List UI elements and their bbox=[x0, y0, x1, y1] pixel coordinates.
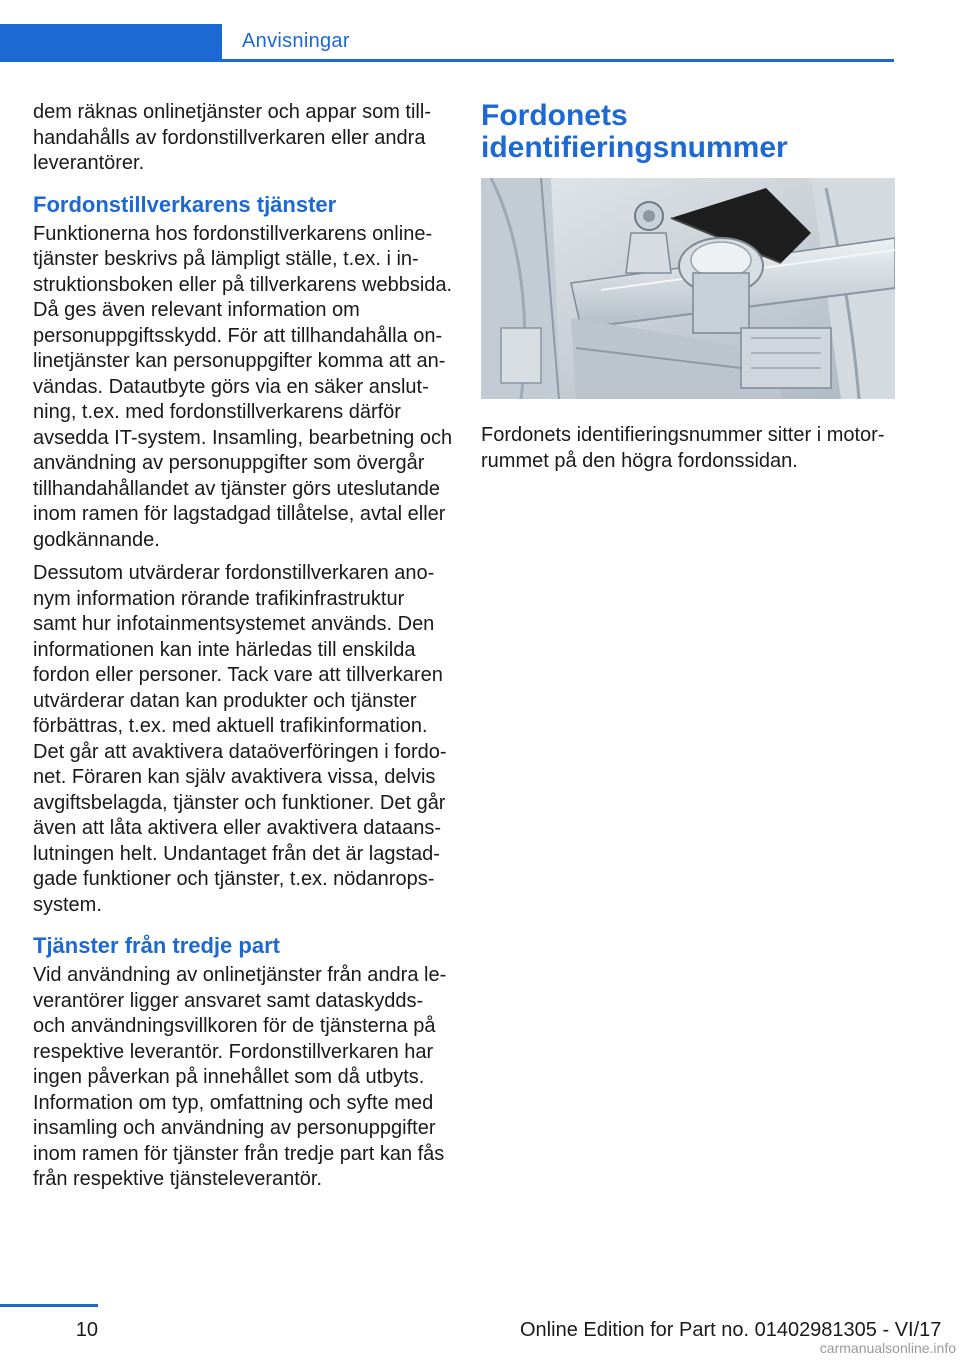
paragraph-vin-location: Fordonets identifieringsnummer sitter i motorrummet på den högra fordonssidan. bbox=[481, 424, 885, 472]
footer-edition: Online Edition for Part no. 01402981305 - VI/17 bbox=[520, 1319, 942, 1341]
intro-paragraph: dem räknas onlinetjänster och appar som tillhandahålls av fordonstillverkaren eller andra leverantörer. bbox=[33, 101, 431, 174]
paragraph-manufacturer-services: Funktionerna hos fordonstillverkarens onlinetjänster beskrivs på lämpligt ställe, t.ex. i instruktionsboken eller på tillverkarens webbsida. Då ges även relevant information om personuppgiftsskydd. För att tillhandahålla onlinetjänster kan personuppgifter komma att användas. Datautbyte görs via en säker anslutning, t.ex. med fordonstillverkarens därför avsedda IT-system. Insamling, bearbetning och användning av personuppgifter som övergår tillhandahållandet av tjänster görs uteslutande inom ramen för lagstadgad tillåtelse, avtal eller godkännande. bbox=[33, 222, 453, 551]
left-column bbox=[33, 100, 453, 1201]
heading-manufacturer-services: Fordonstillverkarens tjänster bbox=[33, 191, 337, 217]
paragraph-anonymous-data: Dessutom utvärderar fordonstillverkaren anonym information rörande trafikinfrastruktur samt hur infotainmentsystemet används. Den informationen kan inte härledas till enskilda fordon eller personer. Tack vare att tillverkaren utvärderar datan kan produkter och tjänster förbättras, t.ex. med aktuell trafikinformation. Det går att avaktivera dataöverföringen i fordonet. Föraren kan själv avaktivera vissa, delvis avgiftsbelagda, tjänster och funktioner. Det går även att låta aktivera eller avaktivera dataanslutningen helt. Undantaget från det är lagstadgade funktioner och tjänster, t.ex. nödanropssystem. bbox=[33, 562, 447, 916]
page-number: 10 bbox=[75, 1319, 98, 1341]
engine-compartment-image bbox=[481, 178, 895, 399]
header-accent-bar bbox=[0, 24, 222, 62]
engine-compartment-illustration bbox=[481, 178, 895, 399]
paragraph-third-party-services: Vid användning av onlinetjänster från andra leverantörer ligger ansvaret samt dataskydds- och användningsvillkoren för de tjänsterna på respektive leverantör. Fordonstillverkaren har ingen påverkan på innehållet som då utbyts. Information om typ, omfattning och syfte med insamling och användning av personuppgifter inom ramen för tjänster från tredje part kan fås från respektive tjänsteleverantör. bbox=[33, 964, 447, 1190]
watermark: carmanualsonline.info bbox=[819, 1340, 956, 1356]
header-rule bbox=[222, 59, 894, 62]
section-title: Anvisningar bbox=[242, 30, 350, 52]
footer-rule bbox=[0, 1304, 98, 1307]
heading-third-party-services: Tjänster från tredje part bbox=[33, 933, 280, 958]
heading-vehicle-identification-number: Fordonets identifieringsnummer bbox=[481, 99, 788, 164]
right-column bbox=[481, 100, 897, 482]
